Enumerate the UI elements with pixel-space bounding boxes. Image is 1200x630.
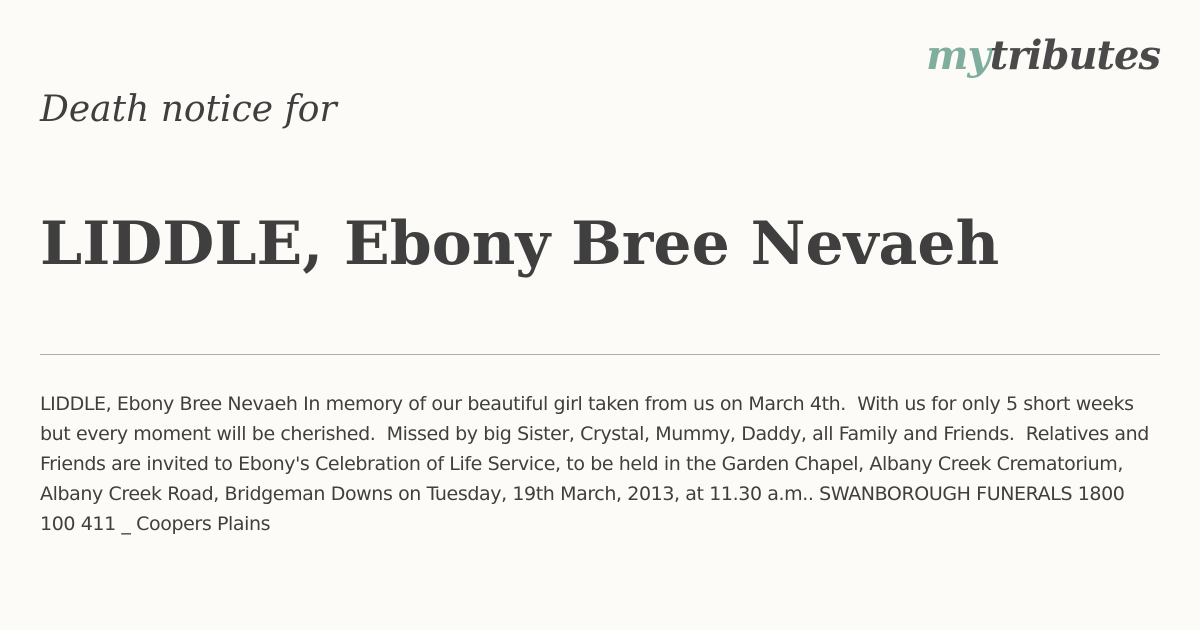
divider [40,354,1160,355]
notice-label: Death notice for [40,89,337,130]
logo-suffix: tributes [989,32,1160,79]
deceased-name: LIDDLE, Ebony Bree Nevaeh [40,209,1000,279]
logo-prefix: my [926,32,990,79]
notice-body-text: LIDDLE, Ebony Bree Nevaeh In memory of our beautiful girl taken from us on March 4th. With us for only 5 short weeks but every moment will be cherished. Missed by big Sister, Crystal, Mummy, Daddy, all Family and Friends. Relatives and Friends are invited to Ebony's Celebration of Life Service, to be held in the Garden Chapel, Albany Creek Crematorium, Albany Creek Road, Bridgeman Downs on Tuesday, 19th March, 2013, at 11.30 a.m.. SWANBOROUGH FUNERALS 1800 100 411 _ Coopers Plains [40,393,1155,535]
mytributes-logo[interactable] [926,34,1160,78]
